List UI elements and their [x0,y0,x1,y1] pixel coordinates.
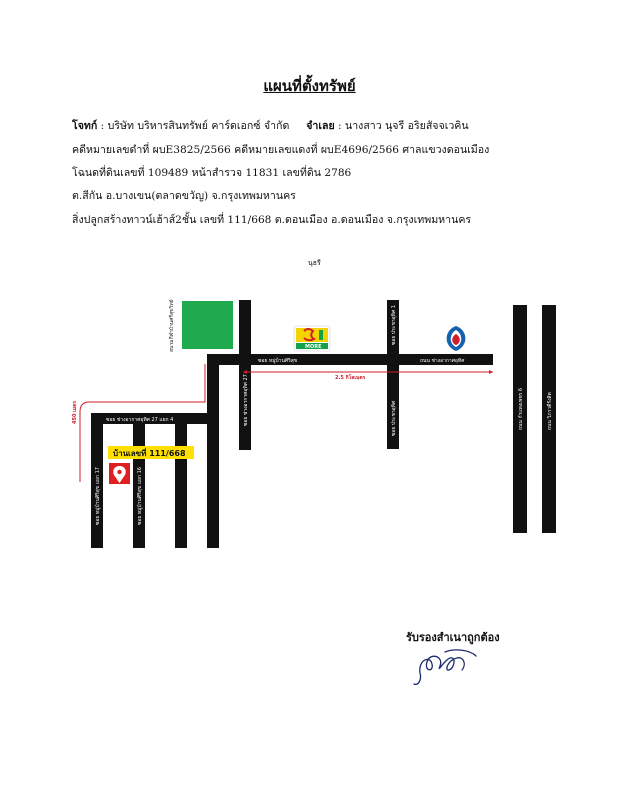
store-logo-icon [294,326,330,351]
label-soi-chang27-4: ซอย ช่างอากาศอุทิศ 27 แยก 4 [106,417,174,423]
label-thanon-chang: ถนน ช่างอากาศอุทิศ [420,358,465,364]
label-pracha1-bottom: ซอย ประชาอุทิศ [391,400,397,436]
label-soi-chang27: ซอย ช่างอากาศอุทิศ 27 [243,374,249,426]
building-line: สิ่งปลูกสร้างทาวน์เฮ้าส์2ชั้น เลขที่ 111/668 ต.ดอนเมือง อ.ดอนเมือง จ.กรุงเทพมหานคร [72,214,472,226]
plaintiff-name: : บริษัท บริหารสินทรัพย์ คาร์ดเอกซ์ จำกัด [97,120,290,132]
certify-label: รับรองสำเนาถูกต้อง [406,631,500,644]
label-soi-muban: ซอย หมู่บ้านศิริสุข [258,358,298,364]
label-stadium: สนามกีฬาบ้านศรีสุขวิทย์ [169,299,175,352]
distance-v-label: 450 เมตร [72,400,78,424]
label-pracha1-top: ซอย ประชาอุทิศ 1 [391,305,397,345]
road-soi-extra [175,413,187,548]
park-area [182,301,233,349]
road-left-connector [207,354,219,548]
label-kamphaeng: ถนน กำแพงเพชร 6 [518,387,524,430]
defendant-label: จำเลย [306,120,335,132]
case-number-line: คดีหมายเลขดำที่ ผบE3825/2566 คดีหมายเลขแดงที่ ผบE4696/2566 ศาลแขวงดอนเมือง [72,144,490,156]
page-title: แผนที่ตั้งทรัพย์ [263,77,356,95]
ptt-station-icon [447,326,466,351]
signature [414,650,476,684]
distance-h-label: 2.5 กิโลเมตร [335,375,366,381]
store-label: MORE [305,344,322,350]
label-vibhavadi: ถนน วิภาวดีรังสิต [547,392,553,430]
house-label: บ้านเลขที่ 111/668 [113,449,186,458]
defendant-name: : นางสาว นุจรี อริยสัจจเวคิน [334,120,469,132]
label-soi-muban16: ซอย หมู่บ้านศิริสุข แยก 16 [137,467,143,525]
location-line: ต.สีกัน อ.บางเขน(ตลาดขวัญ) จ.กรุงเทพมหานคร [72,190,296,202]
location-pin-icon [109,463,130,484]
plaintiff-label: โจทก์ [72,120,98,132]
north-label: นุธรี [308,259,321,267]
label-soi-muban17: ซอย หมู่บ้านศิริสุข แยก 17 [95,467,101,525]
deed-line: โฉนดที่ดินเลขที่ 109489 หน้าสำรวจ 11831 เลขที่ดิน 2786 [72,167,352,179]
